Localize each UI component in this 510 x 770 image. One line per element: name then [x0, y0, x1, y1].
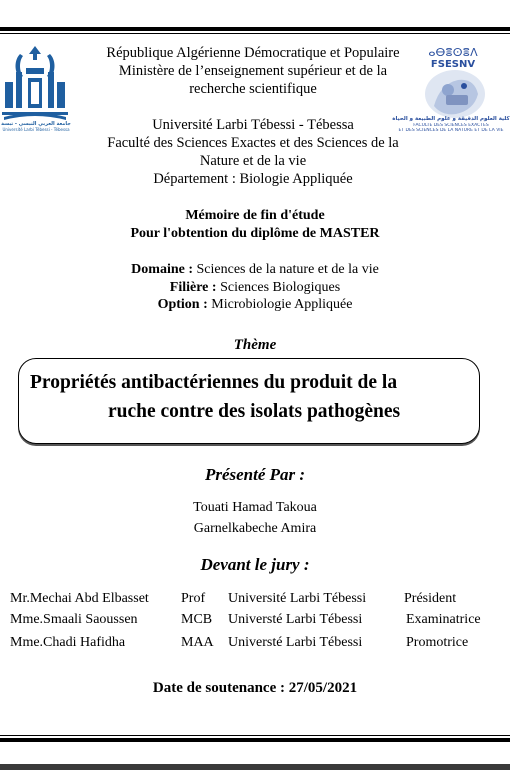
jury-row [0, 591, 510, 611]
thesis-type-line-2: Pour l'obtention du diplôme de MASTER [130, 226, 380, 241]
thesis-title [30, 368, 480, 426]
filiere-line [0, 279, 510, 297]
jury-role: Président [404, 591, 457, 606]
ministry-line: Ministère de l’enseignement supérieur et de la [118, 63, 388, 79]
option-value: Microbiologie Appliquée [211, 297, 353, 312]
university-name: Université Larbi Tébessi - Tébessa [152, 117, 354, 133]
defense-date: Date de soutenance : 27/05/2021 [152, 680, 358, 696]
university-logo-caption-ar: جامعة العربي التبسي - تبسة [1, 121, 71, 127]
jury-university: Universté Larbi Tébessi [228, 635, 363, 650]
jury-grade: MCB [181, 612, 213, 627]
jury-role: Examinatrice [406, 612, 481, 627]
domain-line [0, 261, 510, 279]
faculty-logo-caption-fr-1: FACULTE DES SCIENCES EXACTES [413, 123, 489, 128]
jury-university: Université Larbi Tébessi [228, 591, 367, 606]
option-line [0, 296, 510, 314]
jury-name: Mme.Smaali Saoussen [10, 612, 138, 627]
faculty-logo-tifinagh: ⴰⴱⴻⵙⴻⴷ [428, 46, 478, 59]
domain-label: Domaine : [131, 262, 193, 277]
jury-name: Mme.Chadi Hafidha [10, 635, 126, 650]
thesis-type-line-1: Mémoire de fin d'étude [185, 208, 325, 223]
jury-grade: MAA [181, 635, 214, 650]
page-edge-bar [0, 764, 510, 770]
filiere-label: Filière : [169, 279, 217, 295]
republic-line: République Algérienne Démocratique et Populaire [106, 45, 400, 61]
thesis-title-line-2: ruche contre des isolats pathogènes [108, 401, 401, 422]
option-label: Option : [157, 297, 208, 312]
bottom-double-rule-thin [0, 735, 510, 736]
ministry-line-2: recherche scientifique [189, 81, 317, 97]
university-block [88, 116, 418, 188]
program-info [0, 261, 510, 314]
jury-row [0, 635, 510, 655]
university-logo [0, 42, 70, 132]
presented-by-label: Présenté Par : [204, 465, 306, 484]
jury-label: Devant le jury : [200, 555, 310, 574]
faculty-logo-emblem-icon [422, 68, 488, 120]
jury-name: Mr.Mechai Abd Elbasset [10, 591, 149, 606]
thesis-title-line-1: Propriétés antibactériennes du produit de la [30, 372, 398, 393]
jury-row [0, 612, 510, 632]
thesis-type [0, 207, 510, 243]
faculty-logo-caption-ar: كلية العلوم الدقيقة و علوم الطبيعة و الحياة [392, 116, 510, 122]
faculty-name-2: Nature et de la vie [199, 153, 307, 169]
filiere-value: Sciences Biologiques [220, 279, 341, 295]
theme-label: Thème [233, 337, 277, 353]
faculty-logo-caption-fr-2: ET DES SCIENCES DE LA NATURE ET DE LA VIE [398, 128, 504, 133]
student-name: Garnelkabeche Amira [193, 521, 317, 536]
top-double-rule-thick [0, 27, 510, 31]
department-name: Département : Biologie Appliquée [153, 171, 353, 187]
faculty-logo-name: FSESNV [430, 59, 476, 70]
ministry-header [88, 44, 418, 98]
bottom-double-rule-thick [0, 738, 510, 742]
top-double-rule-thin [0, 33, 510, 34]
jury-role: Promotrice [406, 635, 469, 650]
jury-grade: Prof [181, 591, 206, 606]
jury-university: Universté Larbi Tébessi [228, 612, 363, 627]
university-logo-caption-fr: Université Larbi Tébessi - Tébessa [2, 127, 70, 132]
faculty-name: Faculté des Sciences Exactes et des Sciences de la [107, 135, 399, 151]
domain-value: Sciences de la nature et de la vie [196, 262, 379, 277]
student-name: Touati Hamad Takoua [193, 500, 317, 515]
